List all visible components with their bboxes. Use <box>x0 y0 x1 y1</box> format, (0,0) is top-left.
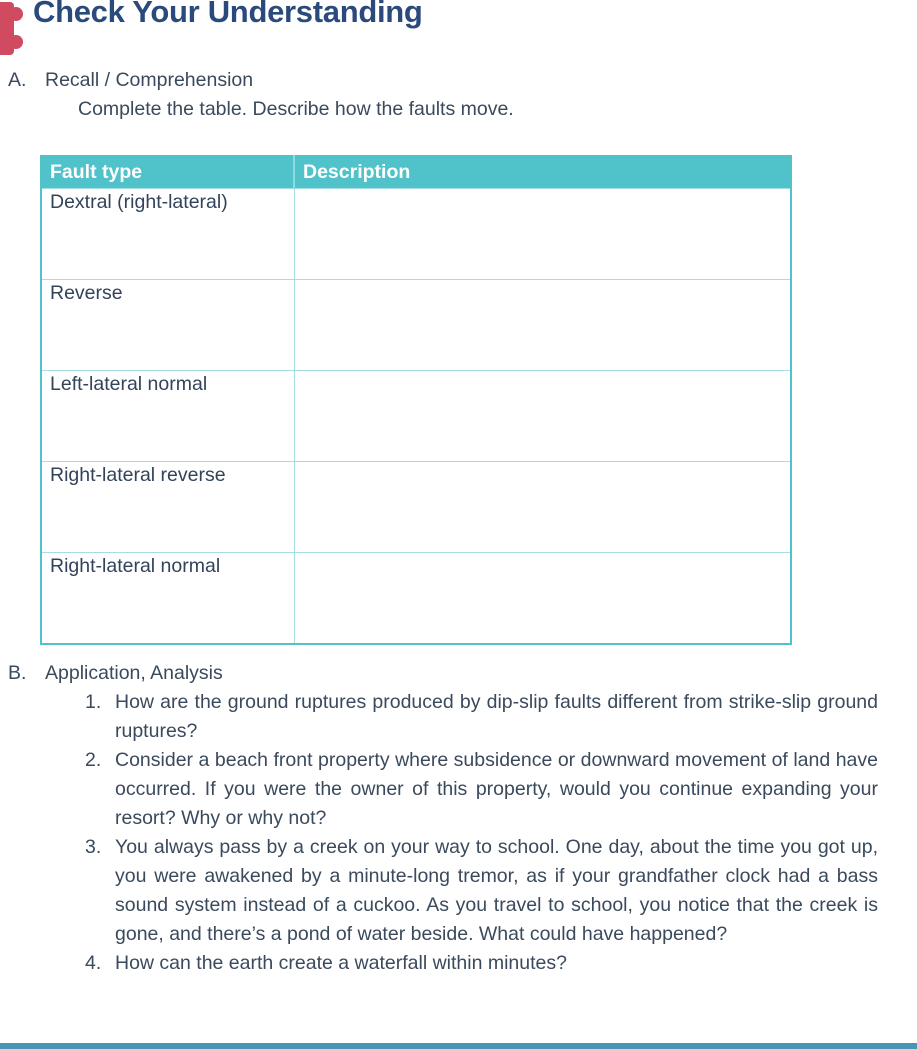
table-row <box>41 553 791 645</box>
question-list <box>85 688 878 978</box>
section-b-heading-row <box>8 659 223 688</box>
question-text: How can the earth create a waterfall within minutes? <box>115 952 567 974</box>
section-a-heading-row <box>8 66 514 95</box>
header-description: Description <box>294 156 791 189</box>
header-fault-type: Fault type <box>41 156 294 189</box>
description-cell <box>294 553 791 645</box>
section-b <box>8 659 223 688</box>
question-item <box>85 949 878 978</box>
section-a <box>8 66 514 124</box>
description-cell <box>294 371 791 462</box>
table-instruction: Complete the table. Describe how the faults move. <box>78 98 514 120</box>
question-number: 1. <box>85 691 102 713</box>
section-b-letter: B. <box>8 662 27 684</box>
table-row <box>41 280 791 371</box>
question-item <box>85 688 878 746</box>
question-item <box>85 833 878 949</box>
fault-type-cell: Reverse <box>41 280 294 371</box>
fault-type-cell: Right-lateral reverse <box>41 462 294 553</box>
table-row <box>41 189 791 280</box>
fault-type-cell: Left-lateral normal <box>41 371 294 462</box>
question-number: 2. <box>85 749 102 771</box>
question-item <box>85 746 878 833</box>
question-number: 4. <box>85 952 102 974</box>
page-title: Check Your Understanding <box>33 0 423 29</box>
table-row <box>41 371 791 462</box>
table-row <box>41 462 791 553</box>
question-text: You always pass by a creek on your way to school. One day, about the time you got up, you were awakened by a minute-long tremor, as if your grandfather clock had a bass sound system instead of a cuckoo. As you travel to school, you notice that the creek is gone, and there’s a pond of water beside. What could have happened? <box>115 836 878 945</box>
description-cell <box>294 280 791 371</box>
question-text: Consider a beach front property where subsidence or downward movement of land have occurred. If you were the owner of this property, would you continue expanding your resort? Why or why not? <box>115 749 878 829</box>
fault-type-cell: Dextral (right-lateral) <box>41 189 294 280</box>
description-cell <box>294 462 791 553</box>
question-text: How are the ground ruptures produced by dip-slip faults different from strike-slip ground ruptures? <box>115 691 878 742</box>
puzzle-piece-icon <box>0 0 30 63</box>
fault-type-cell: Right-lateral normal <box>41 553 294 645</box>
page-header <box>0 0 917 56</box>
description-cell <box>294 189 791 280</box>
fault-table <box>40 155 792 645</box>
section-b-heading: Application, Analysis <box>45 662 223 684</box>
section-a-heading: Recall / Comprehension <box>45 69 254 91</box>
footer-accent-bar <box>0 1043 917 1049</box>
question-number: 3. <box>85 836 102 858</box>
section-a-letter: A. <box>8 69 27 91</box>
table-header-row <box>41 156 791 189</box>
